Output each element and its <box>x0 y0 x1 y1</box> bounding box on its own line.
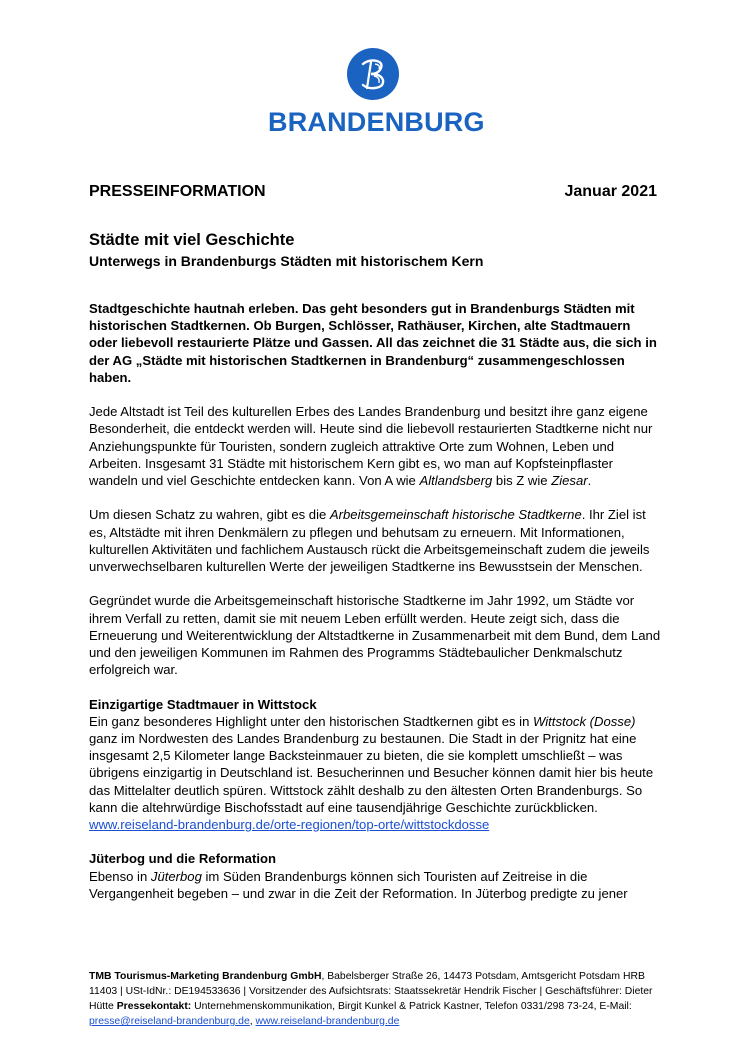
footer-contact-details: Unternehmenskommunikation, Birgit Kunkel & Patrick Kastner, Telefon 0331/298 73-24, E-Mail: <box>191 1001 632 1012</box>
section-jueterbog-paragraph <box>89 868 661 902</box>
wittstock-link[interactable]: www.reiseland-brandenburg.de/orte-regionen/top-orte/wittstockdosse <box>89 817 490 833</box>
section-wittstock-text-b: ganz im Nordwesten des Landes Brandenburg zu bestaunen. Die Stadt in der Prignitz hat eine insgesamt 2,5 Kilometer lange Backsteinmauer zu bieten, die sie komplett umschließt – was übrigens einzigartig in Deutschland ist. Besucherinnen und Besucher können damit hier bis heute das Mittelalter deutlich spüren. Wittstock zählt deshalb zu den ältesten Orten Brandenburgs. So kann die altehrwürdige Bischofsstadt auf eine tausendjährige Geschichte zurückblicken. <box>89 731 654 815</box>
section-wittstock-text-a: Ein ganz besonderes Highlight unter den historischen Stadtkernen gibt es in <box>89 713 534 729</box>
section-jueterbog-heading: Jüterbog und die Reformation <box>89 851 276 867</box>
paragraph-1-text-a: Jede Altstadt ist Teil des kulturellen Erbes des Landes Brandenburg und besitzt ihre ganz eigene Besonderheit, die entdeckt werden will. Heute sind die liebevoll restaurierten Stadtkerne nicht nur Anziehungspunkte für Touristen, sondern zugleich attraktive Orte zum Wohnen, Leben und Arbeiten. Insgesamt 31 Städte mit historischem Kern gibt es, wo man auf Kopfsteinpflaster wandeln und viel Geschichte entdecken kann. Von A wie <box>89 404 653 489</box>
logo-wordmark: BRANDENBURG <box>268 107 485 137</box>
footer-website-link[interactable]: www.reiseland-brandenburg.de <box>255 1016 400 1027</box>
section-wittstock-paragraph <box>89 713 661 833</box>
paragraph-2-text-b: . Ihr Ziel ist es, Altstädte mit ihren Denkmälern zu pflegen und behutsam zu erneuern. Mit Informationen, kulturellen Aktivitäten und fachlichem Austausch rückt die Arbeitsgemeinschaft zudem die jeweils unverwechselbaren kulturellen Werte der jeweiligen Stadtkerne ins Bewusstsein der Menschen. <box>89 507 650 575</box>
press-date: Januar 2021 <box>564 183 657 200</box>
footer-email-link[interactable]: presse@reiseland-brandenburg.de <box>89 1016 250 1027</box>
section-jueterbog-text-a: Ebenso in <box>89 868 151 884</box>
arbeitsgemeinschaft-emphasis: Arbeitsgemeinschaft historische Stadtkerne <box>329 507 582 523</box>
altlandsberg-emphasis: Altlandsberg <box>419 473 493 489</box>
section-jueterbog-text-b: im Süden Brandenburgs können sich Touristen auf Zeitreise in die Vergangenheit begeben – und zwar in die Zeit der Reformation. In Jüterbog predigte zu jener <box>89 868 628 901</box>
paragraph-1-text-c: . <box>587 473 592 489</box>
footer-company: TMB Tourismus-Marketing Brandenburg GmbH <box>89 971 322 982</box>
article-body <box>89 300 661 919</box>
paragraph-2-text-a: Um diesen Schatz zu wahren, gibt es die <box>89 507 330 523</box>
footer-company-details: , Babelsberger Straße 26, 14473 Potsdam, Amtsgericht Potsdam HRB 11403 | USt-IdNr.: DE194533636 | Vorsitzender des Aufsichtsrats: Staatssekretär Hendrik Fischer | Geschäftsführer: Dieter Hütte <box>89 971 653 1012</box>
brandenburg-emblem-icon <box>347 48 399 100</box>
footer-imprint <box>89 969 661 1029</box>
press-label: PRESSEINFORMATION <box>89 183 266 200</box>
footer-separator: , <box>249 1016 256 1027</box>
section-wittstock-heading: Einzigartige Stadtmauer in Wittstock <box>89 696 317 712</box>
paragraph-2 <box>89 506 661 575</box>
page-subtitle: Unterwegs in Brandenburgs Städten mit historischem Kern <box>89 253 484 269</box>
paragraph-3: Gegründet wurde die Arbeitsgemeinschaft historische Stadtkerne im Jahr 1992, um Städte vor ihrem Verfall zu retten, damit sie mit neuem Leben erfüllt werden. Heute zeigt sich, dass die Erneuerung und Weiterentwicklung der Altstadtkerne in Zusammenarbeit mit dem Bund, dem Land und den jeweiligen Kommunen im Rahmen des Programms Städtebaulicher Denkmalschutz erfolgreich war. <box>89 593 661 678</box>
paragraph-1 <box>89 403 661 489</box>
paragraph-1-text-b: bis Z wie <box>492 473 552 489</box>
footer-contact-label: Pressekontakt: <box>116 1001 192 1012</box>
wittstock-emphasis: Wittstock (Dosse) <box>533 713 636 729</box>
page-title: Städte mit viel Geschichte <box>89 231 295 249</box>
ziesar-emphasis: Ziesar <box>551 473 588 489</box>
jueterbog-emphasis: Jüterbog <box>150 868 202 884</box>
lead-paragraph: Stadtgeschichte hautnah erleben. Das geht besonders gut in Brandenburgs Städten mit historischen Stadtkernen. Ob Burgen, Schlösser, Rathäuser, Kirchen, alte Stadtmauern oder liebevoll restaurierte Plätze und Gassen. All das zeichnet die 31 Städte aus, die sich in der AG „Städte mit historischen Stadtkernen in Brandenburg“ zusammengeschlossen haben. <box>89 301 657 385</box>
